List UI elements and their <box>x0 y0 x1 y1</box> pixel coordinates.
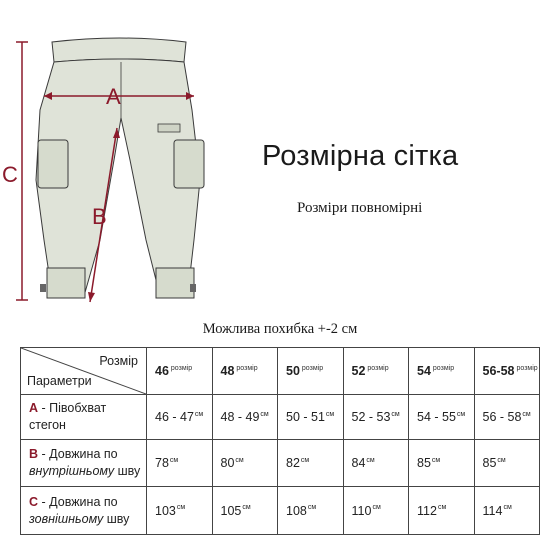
value-cell: $50 - 51^{см}$ <box>278 395 344 440</box>
size-header-cell: 52 $^{розмір}$ <box>343 348 409 395</box>
size-header-row <box>21 348 540 395</box>
size-table <box>20 347 540 535</box>
value-cell: $54 - 55^{см}$ <box>409 395 475 440</box>
value-cell: $114^{см}$ <box>474 487 540 535</box>
value-cell: $78^{см}$ <box>147 440 213 487</box>
left-cargo-pocket <box>38 140 68 188</box>
pants-illustration <box>0 0 250 320</box>
table-row <box>21 440 540 487</box>
corner-size-label: Розмір <box>99 354 138 368</box>
size-header-cell: 46 $^{розмір}$ <box>147 348 213 395</box>
label-b: B <box>92 204 107 229</box>
value-cell: $46 - 47^{см}$ <box>147 395 213 440</box>
value-cell: $112^{см}$ <box>409 487 475 535</box>
value-cell: $48 - 49^{см}$ <box>212 395 278 440</box>
value-cell: $105^{см}$ <box>212 487 278 535</box>
param-cell-b: B - Довжина по внутрішньому шву <box>21 440 147 487</box>
header-corner-cell <box>21 348 147 395</box>
pants-waistband <box>52 38 186 62</box>
left-cuff <box>47 268 85 298</box>
param-cell-a: A - Півобхват стегон <box>21 395 147 440</box>
value-cell: $52 - 53^{см}$ <box>343 395 409 440</box>
value-cell: $80^{см}$ <box>212 440 278 487</box>
page-title: Розмірна сітка <box>262 140 459 172</box>
label-c: C <box>2 162 18 187</box>
label-a: A <box>106 84 121 109</box>
size-header-cell: 48 $^{розмір}$ <box>212 348 278 395</box>
value-cell: $82^{см}$ <box>278 440 344 487</box>
size-header-cell: 56-58 $^{розмір}$ <box>474 348 540 395</box>
value-cell: $110^{см}$ <box>343 487 409 535</box>
table-row <box>21 487 540 535</box>
size-header-cell: 54 $^{розмір}$ <box>409 348 475 395</box>
right-cuff <box>156 268 194 298</box>
value-cell: $103^{см}$ <box>147 487 213 535</box>
table-row <box>21 395 540 440</box>
value-cell: $56 - 58^{см}$ <box>474 395 540 440</box>
page-subtitle: Розміри повномірні <box>297 200 423 216</box>
right-cargo-pocket <box>174 140 204 188</box>
tolerance-note: Можлива похибка +-2 см <box>202 321 358 337</box>
value-cell: $85^{см}$ <box>474 440 540 487</box>
value-cell: $84^{см}$ <box>343 440 409 487</box>
corner-params-label: Параметри <box>27 374 92 388</box>
param-cell-c: C - Довжина по зовнішньому шву <box>21 487 147 535</box>
size-header-cell: 50 $^{розмір}$ <box>278 348 344 395</box>
value-cell: $108^{см}$ <box>278 487 344 535</box>
value-cell: $85^{см}$ <box>409 440 475 487</box>
